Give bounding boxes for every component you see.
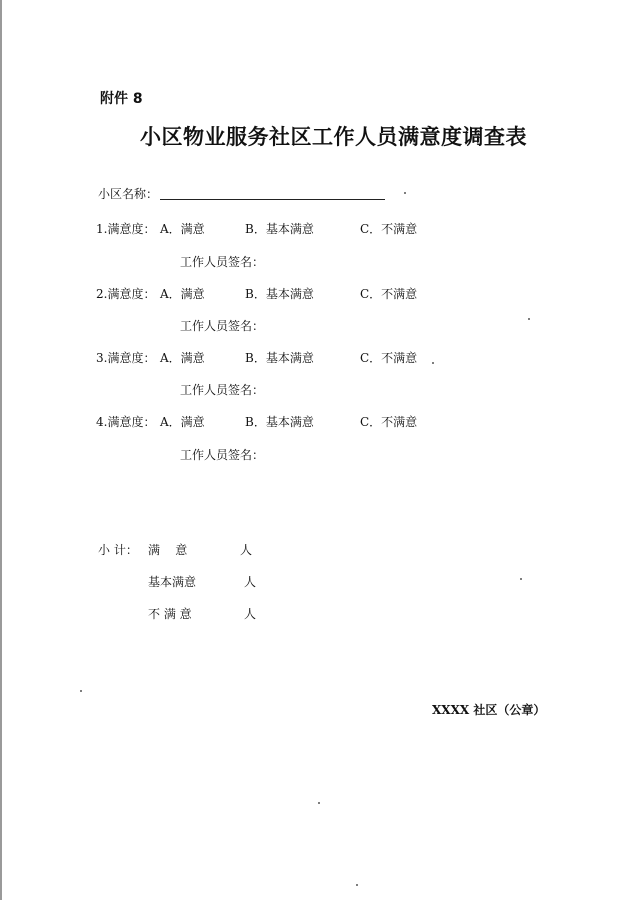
subtotal-label: 小 计： bbox=[98, 543, 138, 557]
scan-speck bbox=[432, 362, 434, 364]
question-1-signature-label: 工作人员签名： bbox=[180, 255, 265, 269]
question-2-label: 2.满意度： bbox=[96, 287, 156, 301]
scan-speck bbox=[80, 690, 82, 692]
question-1-option-c: C．不满意 bbox=[360, 222, 418, 236]
page-title: 小区物业服务社区工作人员满意度调查表 bbox=[140, 124, 527, 149]
question-3-option-b: B．基本满意 bbox=[245, 351, 314, 365]
scan-edge bbox=[0, 0, 2, 900]
question-4-option-b: B．基本满意 bbox=[245, 415, 314, 429]
subtotal-basic-unit: 人 bbox=[244, 575, 257, 589]
scan-speck bbox=[318, 802, 320, 804]
community-name-label: 小区名称： bbox=[98, 187, 159, 201]
scan-speck bbox=[404, 192, 406, 194]
subtotal-unsatisfied-unit: 人 bbox=[244, 607, 257, 621]
question-1-option-a: A．满意 bbox=[160, 222, 205, 236]
community-name-field-line bbox=[160, 199, 385, 200]
question-3-label: 3.满意度： bbox=[96, 351, 156, 365]
question-2-option-a: A．满意 bbox=[160, 287, 205, 301]
question-2-option-c: C．不满意 bbox=[360, 287, 418, 301]
subtotal-satisfied-label: 满 意 bbox=[148, 543, 188, 557]
scan-speck bbox=[520, 578, 522, 580]
question-2-option-b: B．基本满意 bbox=[245, 287, 314, 301]
community-seal-label: XXXX 社区（公章） bbox=[432, 703, 546, 717]
question-3-option-a: A．满意 bbox=[160, 351, 205, 365]
question-4-option-a: A．满意 bbox=[160, 415, 205, 429]
question-1-label: 1.满意度： bbox=[96, 222, 156, 236]
subtotal-unsatisfied-label: 不 满 意 bbox=[148, 607, 192, 621]
question-3-option-c: C．不满意 bbox=[360, 351, 418, 365]
subtotal-satisfied-unit: 人 bbox=[240, 543, 253, 557]
question-4-option-c: C．不满意 bbox=[360, 415, 418, 429]
question-2-signature-label: 工作人员签名： bbox=[180, 319, 265, 333]
question-1-option-b: B．基本满意 bbox=[245, 222, 314, 236]
attachment-label: 附件 8 bbox=[100, 91, 143, 107]
question-4-label: 4.满意度： bbox=[96, 415, 156, 429]
subtotal-basic-label: 基本满意 bbox=[148, 575, 197, 589]
question-3-signature-label: 工作人员签名： bbox=[180, 383, 265, 397]
scan-speck bbox=[528, 318, 530, 320]
scan-speck bbox=[356, 884, 358, 886]
question-4-signature-label: 工作人员签名： bbox=[180, 448, 265, 462]
